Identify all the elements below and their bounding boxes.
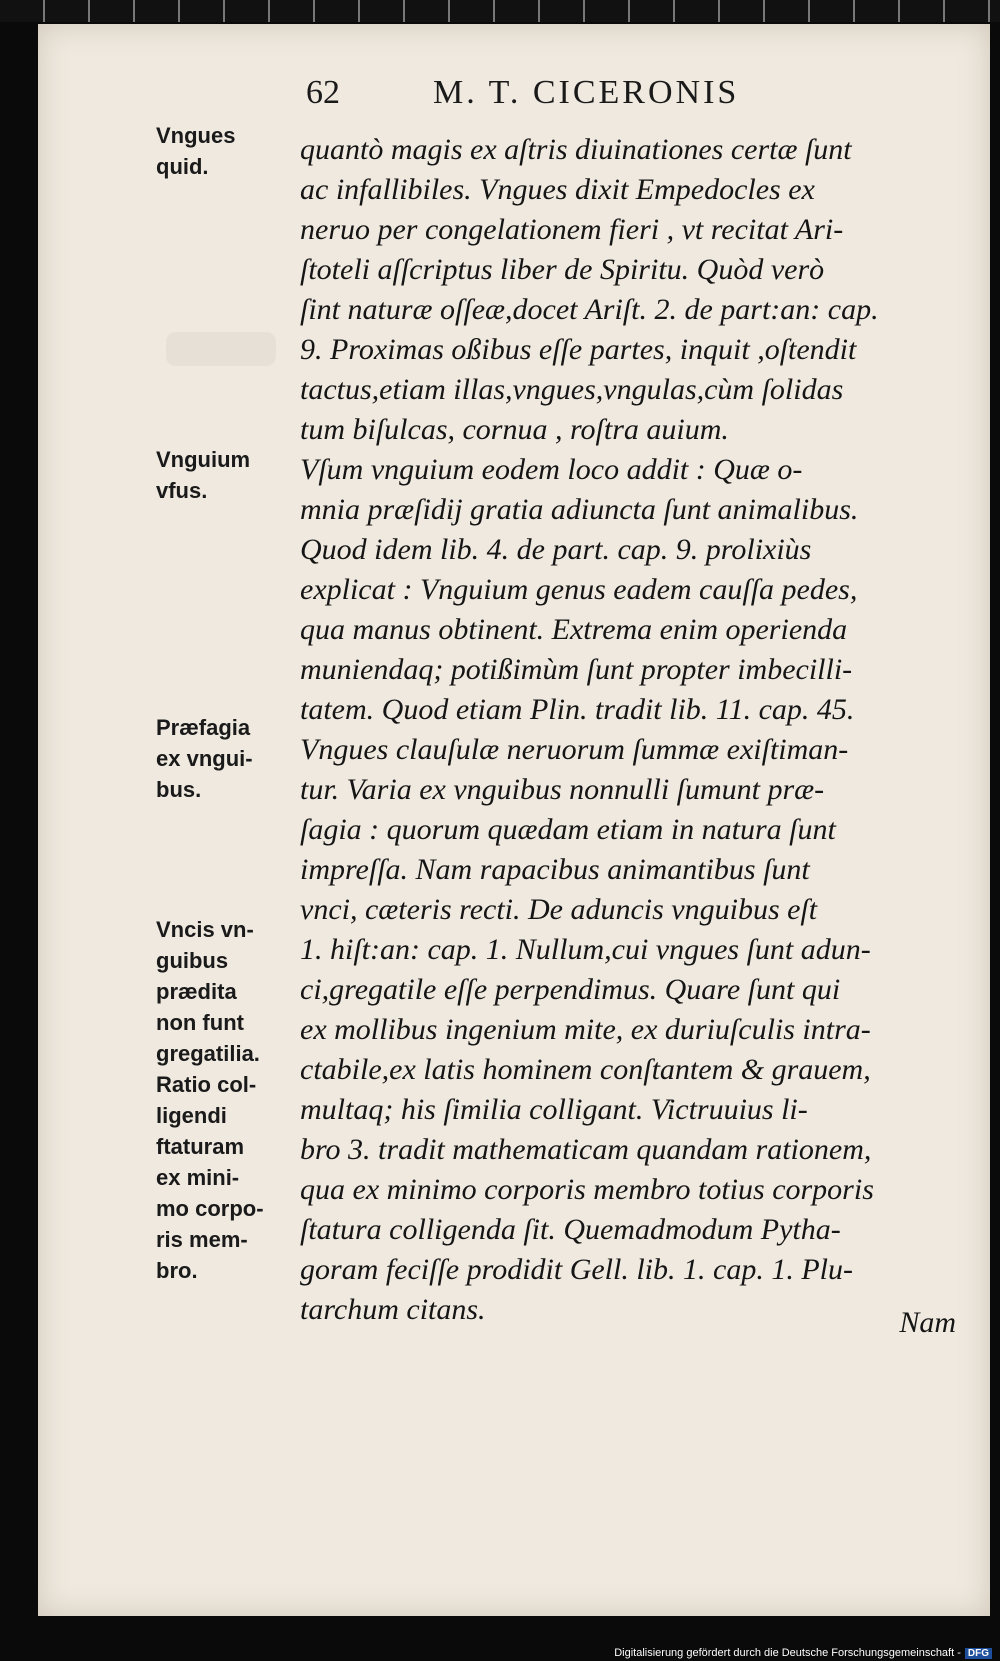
- text-line: goram feciſſe prodidit Gell. lib. 1. cap. 1. Plu-: [300, 1253, 853, 1286]
- text-line: ſagia : quorum quædam etiam in natura ſunt: [300, 813, 836, 846]
- text-line: qua manus obtinent. Extrema enim operienda: [300, 613, 848, 646]
- text-line: multaq; his ſimilia colligant. Victruuius li-: [300, 1093, 808, 1126]
- text-line: tactus,etiam illas,vngues,vngulas,cùm ſolidas: [300, 373, 844, 406]
- text-line: ſtatura colligenda ſit. Quemadmodum Pytha-: [300, 1213, 841, 1246]
- text-line: vnci, cæteris recti. De aduncis vnguibus eſt: [300, 893, 818, 926]
- margin-notes: [38, 24, 264, 1616]
- page-number: 62: [306, 74, 340, 111]
- book-page: [38, 24, 990, 1616]
- text-line: tum biſulcas, cornua , roſtra auium.: [300, 413, 729, 446]
- body-text: [300, 130, 965, 1330]
- text-line: ſint naturæ oſſeæ,docet Ariſt. 2. de part:an: cap.: [300, 293, 879, 326]
- text-line: bro 3. tradit mathematicam quandam rationem,: [300, 1133, 872, 1166]
- text-line: ac infallibiles. Vngues dixit Empedocles ex: [300, 173, 815, 206]
- text-line: ctabile,ex latis hominem conſtantem & grauem,: [300, 1053, 871, 1086]
- text-line: tur. Varia ex vnguibus nonnulli ſumunt præ-: [300, 773, 825, 806]
- margin-note: Vngues quid.: [156, 123, 236, 179]
- running-title: M. T. CICERONIS: [433, 74, 740, 111]
- margin-note: Vnguium vfus.: [156, 447, 251, 503]
- text-line: quantò magis ex aſtris diuinationes certæ ſunt: [300, 133, 852, 166]
- credit-text: Digitalisierung gefördert durch die Deutsche Forschungsgemeinschaft -: [614, 1647, 961, 1659]
- text-line: tarchum citans.: [300, 1293, 486, 1326]
- text-line: ci,gregatile eſſe perpendimus. Quare ſunt qui: [300, 973, 841, 1006]
- margin-note: Præfagia ex vngui- bus.: [156, 715, 253, 802]
- text-line: 9. Proximas oßibus eſſe partes, inquit ,oſtendit: [300, 333, 857, 366]
- scan-ruler: [0, 0, 1000, 22]
- text-line: qua ex minimo corporis membro totius corporis: [300, 1173, 874, 1206]
- text-line: neruo per congelationem fieri , vt recitat Ari-: [300, 213, 844, 246]
- text-line: Quod idem lib. 4. de part. cap. 9. prolixiùs: [300, 533, 812, 566]
- text-line: ex mollibus ingenium mite, ex duriuſculis intra-: [300, 1013, 871, 1046]
- text-line: Vngues clauſulæ neruorum ſummæ exiſtiman-: [300, 733, 849, 766]
- text-line: 1. hiſt:an: cap. 1. Nullum,cui vngues ſunt adun-: [300, 933, 871, 966]
- text-line: tatem. Quod etiam Plin. tradit lib. 11. cap. 45.: [300, 693, 855, 726]
- text-line: ſtoteli aſſcriptus liber de Spiritu. Quòd verò: [300, 253, 825, 286]
- text-line: muniendaq; potißimùm ſunt propter imbecilli-: [300, 653, 853, 686]
- margin-note: Vncis vn- guibus prædita non funt gregatilia.: [156, 917, 260, 1066]
- text-line: explicat : Vnguium genus eadem cauſſa pedes,: [300, 573, 858, 606]
- margin-note: Ratio col- ligendi ftaturam ex mini- mo corpo- ris mem- bro.: [156, 1072, 264, 1283]
- text-line: impreſſa. Nam rapacibus animantibus ſunt: [300, 853, 810, 886]
- text-line: mnia præſidij gratia adiuncta ſunt animalibus.: [300, 493, 859, 526]
- dfg-logo: DFG: [965, 1648, 992, 1659]
- text-line: Vſum vnguium eodem loco addit : Quæ o-: [300, 453, 803, 486]
- digitization-credit: [614, 1647, 992, 1659]
- catchword: Nam: [899, 1306, 956, 1339]
